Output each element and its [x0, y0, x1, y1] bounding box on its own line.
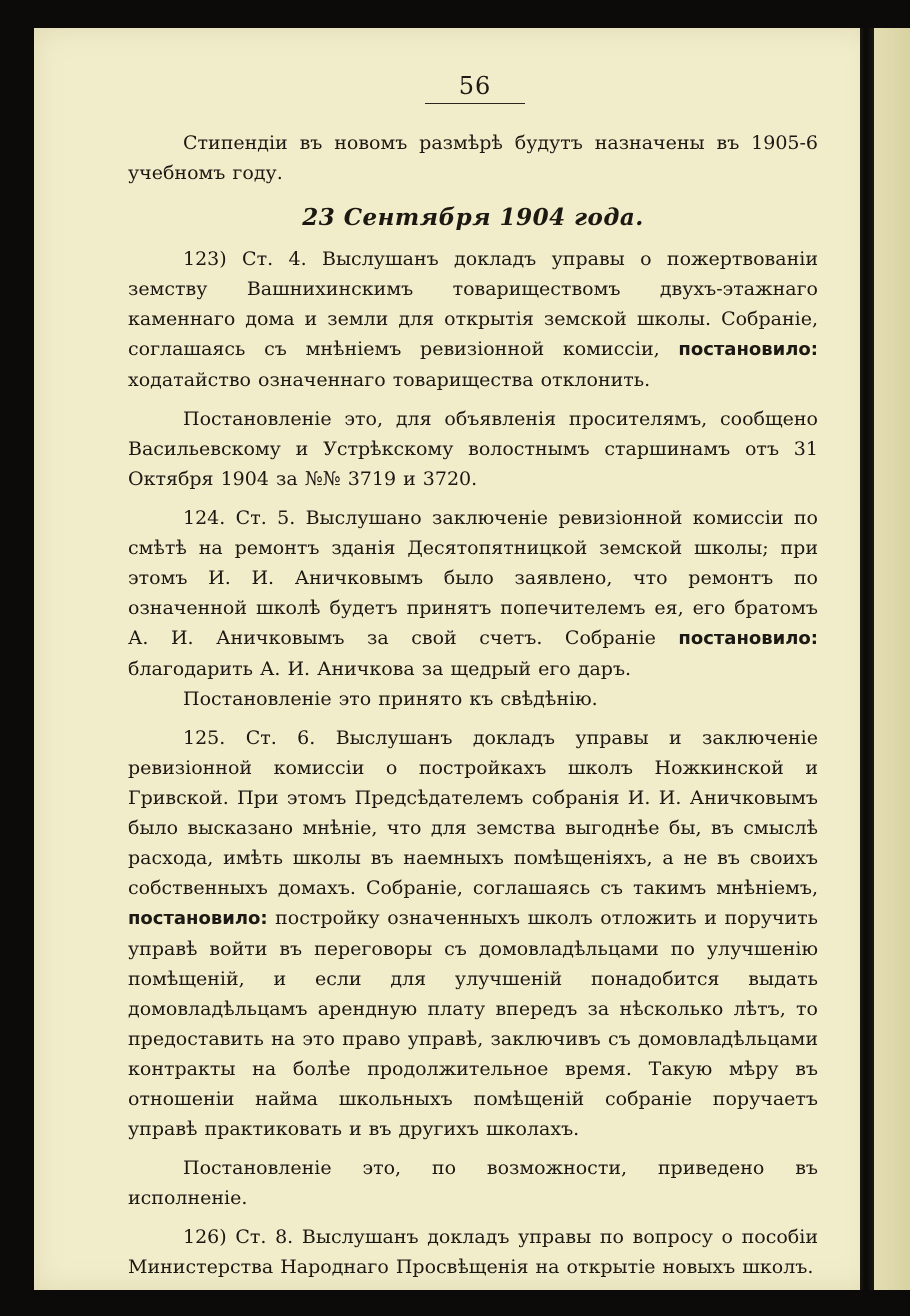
paragraph-text: ходатайство означеннаго товарищества отклонить. [128, 369, 651, 391]
page-gutter-shadow [860, 28, 874, 1290]
paragraph-item-124 [128, 503, 818, 684]
paragraph-text: 123) Ст. 4. Выслушанъ докладъ управы о пожертвованіи земству Вашнихинскимъ товариществомъ двухъ-этажнаго каменнаго дома и земли для открытія земской школы. Собраніе, соглашаясь съ мнѣніемъ ревизіонной комиссіи, [128, 248, 818, 360]
paragraph-text: Постановленіе это, для объявленія просителямъ, сообщено Васильевскому и Устрѣкскому волостнымъ старшинамъ отъ 31 Октября 1904 за №№ 3719 и 3720. [128, 408, 818, 490]
page-number-rule [425, 103, 525, 104]
paragraph-text: благодарить А. И. Аничкова за щедрый его даръ. [128, 658, 632, 680]
paragraph-text: 125. Ст. 6. Выслушанъ докладъ управы и заключеніе ревизіонной комиссіи о постройкахъ школъ Ножкинской и Гривской. При этомъ Предсѣдателемъ собранія И. И. Аничковымъ было высказано мнѣніе, что для земства выгоднѣе бы, въ смыслѣ расхода, имѣть школы въ наемныхъ помѣщеніяхъ, а не въ своихъ собственныхъ домахъ. Собраніе, соглашаясь съ такимъ мнѣніемъ, [128, 727, 818, 899]
document-body [128, 128, 818, 1282]
paragraph-text: Постановленіе это, по возможности, приведено въ исполненіе. [128, 1157, 818, 1209]
paragraph-text: 126) Ст. 8. Выслушанъ докладъ управы по вопросу о пособіи Министерства Народнаго Просвѣщенія на открытіе новыхъ школъ. [128, 1226, 818, 1278]
paragraph-stipend [128, 128, 818, 188]
paragraph-item-126 [128, 1222, 818, 1282]
paragraph-resolution-notice [128, 404, 818, 494]
paragraph-item-125 [128, 723, 818, 1144]
paragraph-item-123 [128, 244, 818, 395]
paragraph-text: постройку означенныхъ школъ отложить и поручить управѣ войти въ переговоры съ домовладѣльцами по улучшенію помѣщеній, и если для улучшеній понадобится выдать домовладѣльцамъ арендную плату впередъ за нѣсколько лѣтъ, то предоставить на это право управѣ, заключивъ съ домовладѣльцами контракты на болѣе продолжительное время. Такую мѣру въ отношеніи найма школьныхъ помѣщеній собраніе поручаетъ управѣ практиковать и въ другихъ школахъ. [128, 907, 818, 1140]
paragraph-text: 124. Ст. 5. Выслушано заключеніе ревизіонной комиссіи по смѣтѣ на ремонтъ зданія Десятопятницкой земской школы; при этомъ И. И. Аничковымъ было заявлено, что ремонтъ по означенной школѣ будетъ принятъ попечителемъ ея, его братомъ А. И. Аничковымъ за свой счетъ. Собраніе [128, 507, 818, 649]
resolution-keyword: постановило: [128, 908, 268, 929]
date-heading: 23 Сентября 1904 года. [302, 204, 644, 231]
resolution-keyword: постановило: [678, 339, 818, 360]
paragraph-text: Постановленіе это принято къ свѣдѣнію. [183, 688, 598, 710]
paragraph-executed [128, 1153, 818, 1213]
paragraph-noted [128, 684, 818, 714]
page-number: 56 [458, 72, 492, 100]
paragraph-text: Стипендіи въ новомъ размѣрѣ будутъ назначены въ 1905-6 учебномъ году. [128, 132, 818, 184]
next-page-edge [874, 28, 910, 1290]
resolution-keyword: постановило: [678, 628, 818, 649]
